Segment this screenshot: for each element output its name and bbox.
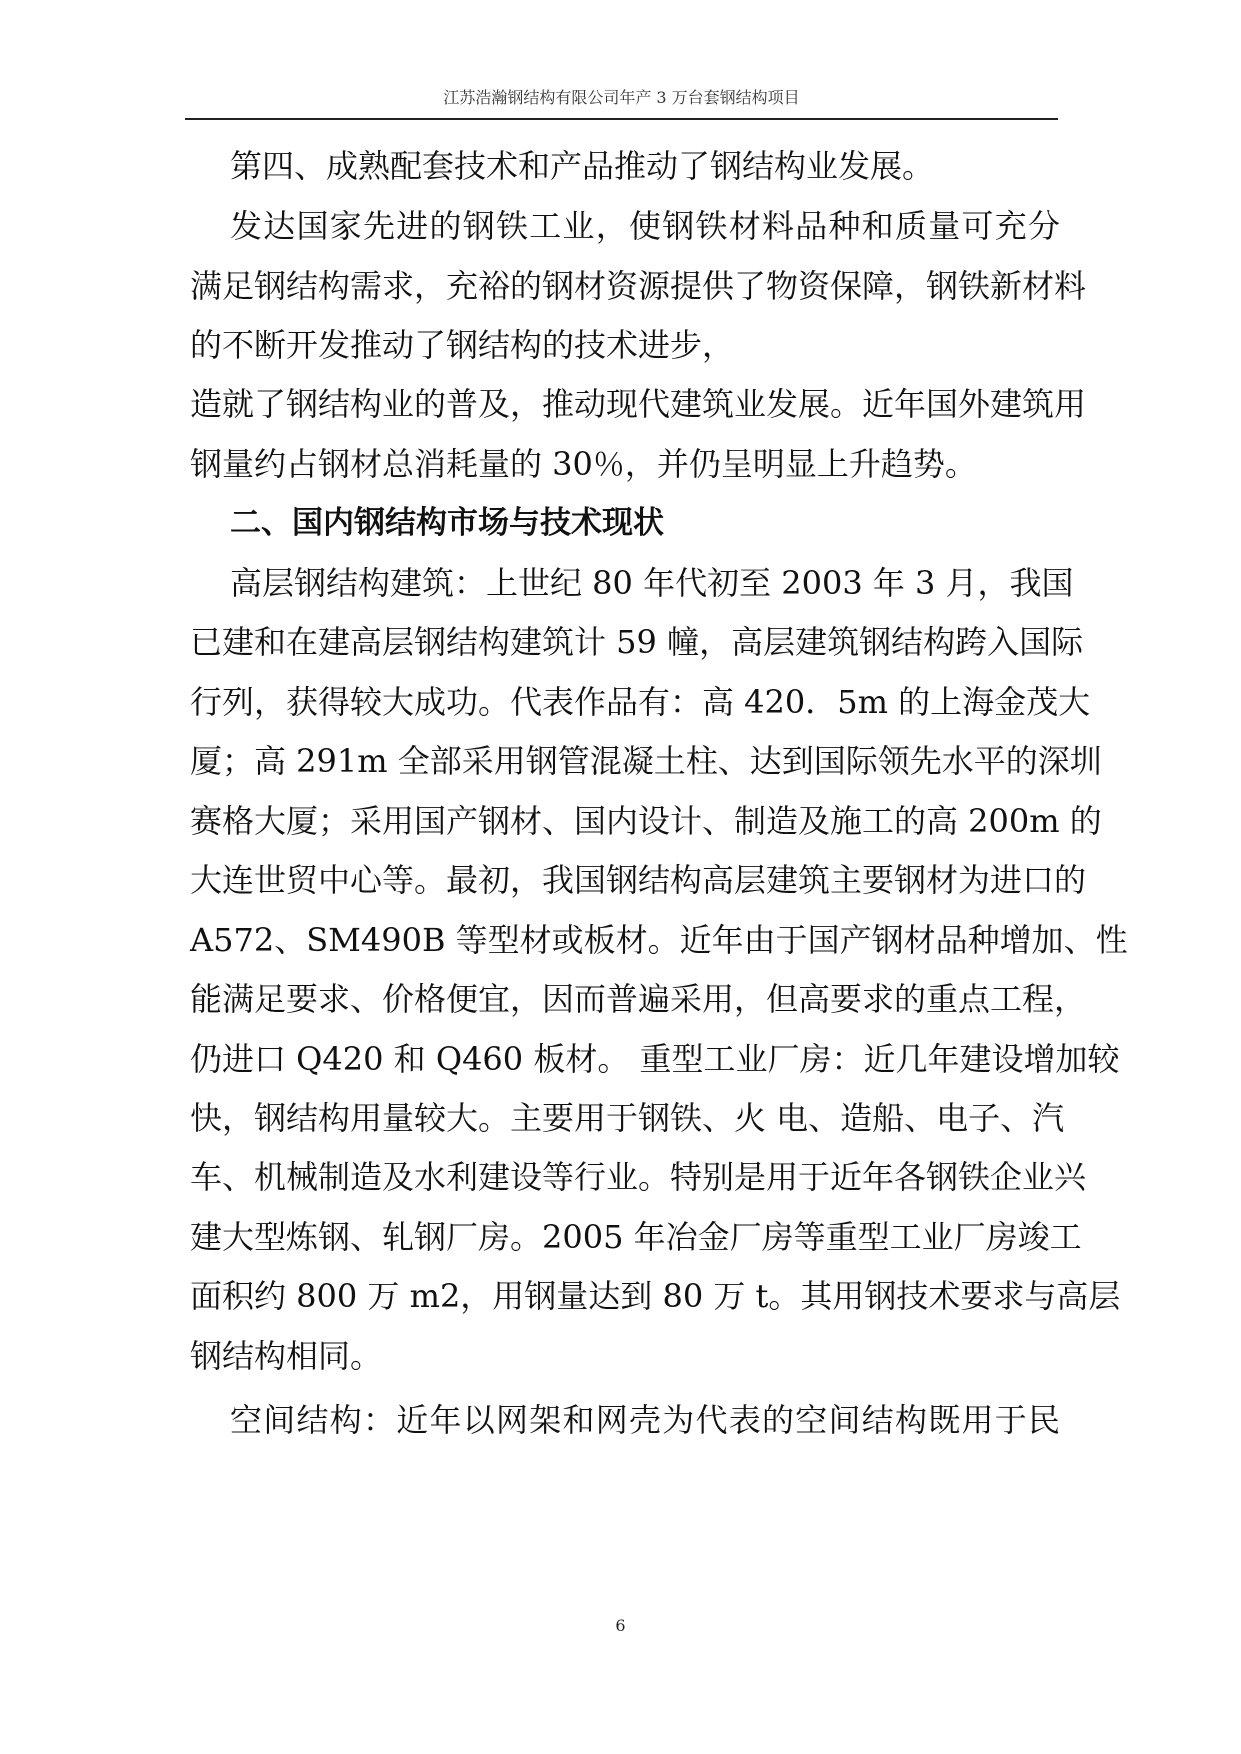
body-line: 发达国家先进的钢铁工业，使钢铁材料品种和质量可充分 [230,207,1060,245]
body-line: 大连世贸中心等。最初，我国钢结构高层建筑主要钢材为进口的 [190,861,1087,899]
body-line: 已建和在建高层钢结构建筑计 59 幢，高层建筑钢结构跨入国际 [190,623,1084,661]
body-line: 能满足要求、价格便宜，因而普遍采用，但高要求的重点工程， [190,980,1087,1018]
body-line: 钢量约占钢材总消耗量的 30％，并仍呈明显上升趋势。 [190,445,977,483]
body-line: 的不断开发推动了钢结构的技术进步， [190,326,735,364]
body-line: A572、SM490B 等型材或板材。近年由于国产钢材品种增加、性 [190,921,1128,959]
section-heading: 二、国内钢结构市场与技术现状 [230,505,664,541]
page-header [185,86,1058,120]
body-line: 快，钢结构用量较大。主要用于钢铁、火 电、造船、电子、汽 [190,1099,1065,1137]
body-line: 行列，获得较大成功。代表作品有：高 420．5m 的上海金茂大 [190,683,1091,721]
body-line: 车、机械制造及水利建设等行业。特别是用于近年各钢铁企业兴 [190,1158,1087,1196]
body-line: 第四、成熟配套技术和产品推动了钢结构业发展。 [230,147,935,185]
body-line: 造就了钢结构业的普及，推动现代建筑业发展。近年国外建筑用 [190,385,1087,423]
body-line: 赛格大厦；采用国产钢材、国内设计、制造及施工的高 200m 的 [190,802,1102,840]
body-line: 空间结构：近年以网架和网壳为代表的空间结构既用于民 [230,1401,1060,1439]
body-line: 高层钢结构建筑：上世纪 80 年代初至 2003 年 3 月，我国 [230,564,1074,602]
page-number: 6 [615,1616,626,1635]
body-line: 建大型炼钢、轧钢厂房。2005 年冶金厂房等重型工业厂房竣工 [190,1218,1082,1256]
body-line: 仍进口 Q420 和 Q460 板材。 重型工业厂房：近几年建设增加较 [190,1040,1120,1078]
header-title: 江苏浩瀚钢结构有限公司年产 3 万台套钢结构项目 [443,88,800,107]
body-line: 满足钢结构需求，充裕的钢材资源提供了物资保障，钢铁新材料 [190,267,1087,305]
body-line: 钢结构相同。 [190,1337,383,1375]
body-line: 面积约 800 万 m2，用钢量达到 80 万 t。其用钢技术要求与高层 [190,1277,1121,1315]
body-line: 厦；高 291m 全部采用钢管混凝土柱、达到国际领先水平的深圳 [190,742,1102,780]
